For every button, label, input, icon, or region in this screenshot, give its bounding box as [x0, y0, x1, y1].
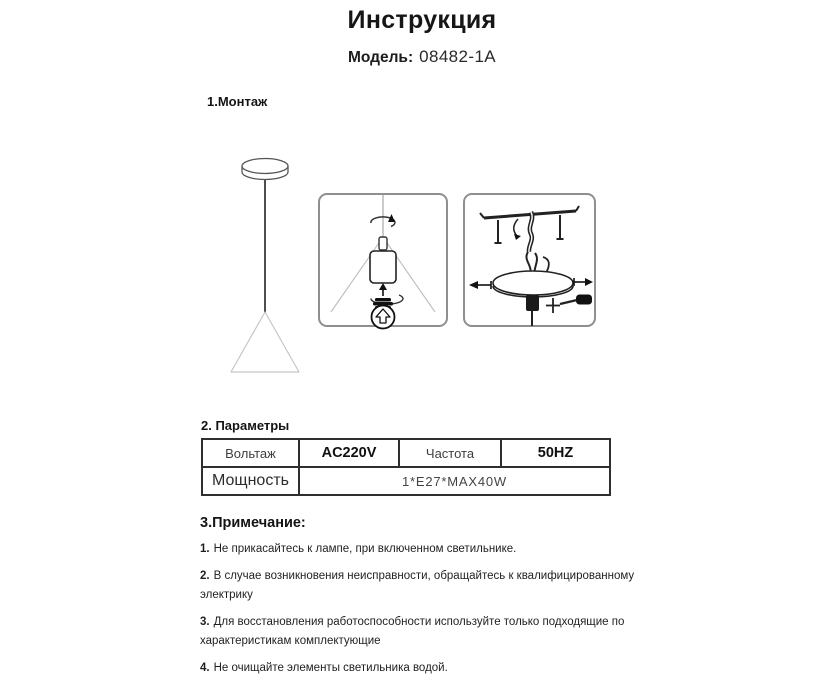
frequency-label: Частота [399, 439, 501, 467]
power-value: 1*E27*MAX40W [299, 467, 610, 495]
notes-list [200, 540, 648, 686]
pendant-lamp-icon [198, 140, 338, 385]
note-number: 1. [200, 543, 210, 555]
note-text: В случае возникновения неисправности, обращайтесь к квалифицированному электрику [200, 570, 635, 601]
table-row [202, 439, 610, 467]
section-params-heading: 2. Параметры [201, 418, 290, 433]
model-label: Модель: [347, 49, 414, 66]
note-number: 4. [200, 661, 210, 674]
parameters-table [201, 438, 611, 496]
voltage-label: Вольтаж [202, 439, 299, 467]
section-notes-heading: 3.Примечание: [200, 515, 306, 531]
note-number: 2. [200, 570, 210, 583]
note-item-1 [200, 540, 648, 559]
frequency-value: 50HZ [501, 439, 610, 467]
bulb-assembly-icon [318, 193, 448, 327]
note-text: Для восстановления работоспособности используйте только подходящие по характеристикам комплектующие [200, 615, 625, 647]
model-line [0, 47, 816, 67]
section-montage-heading: 1.Монтаж [207, 94, 268, 109]
note-text: Не прикасайтесь к лампе, при включенном светильнике. [213, 543, 517, 555]
ceiling-mounting-icon [463, 193, 596, 327]
table-row [202, 467, 610, 495]
note-item-3 [200, 613, 648, 650]
page-title: Инструкция [347, 6, 497, 34]
note-text: Не очищайте элементы светильника водой. [213, 661, 448, 674]
note-number: 3. [200, 615, 210, 628]
voltage-value: AC220V [299, 439, 399, 467]
model-value: 08482-1A [419, 47, 497, 66]
power-label: Мощность [202, 467, 299, 495]
note-item-2 [200, 567, 648, 604]
note-item-4 [200, 659, 648, 678]
